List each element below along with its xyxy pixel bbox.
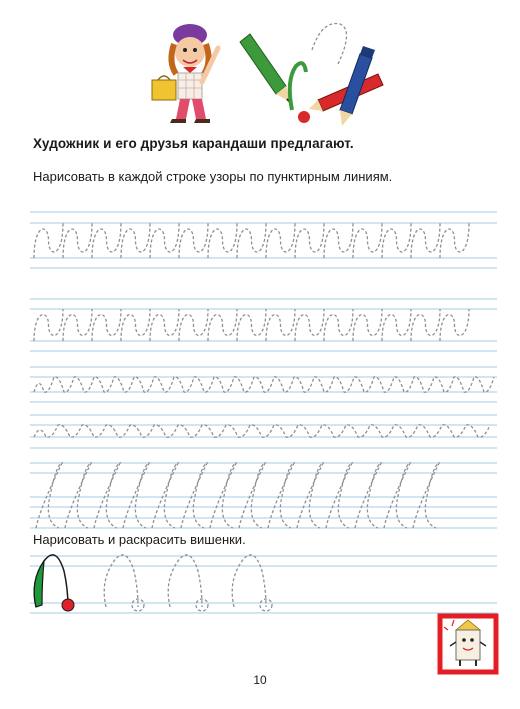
- dashed-curve: [312, 24, 347, 64]
- pencil-mascot-icon: [440, 616, 496, 672]
- tracing-row-arches-2: [34, 309, 469, 341]
- instruction-patterns: Нарисовать в каждой строке узоры по пунктирным линиям.: [33, 169, 393, 184]
- dashed-wave-pattern: [34, 425, 490, 438]
- tracing-row-small-waves-1: [34, 377, 494, 392]
- artist-figure: [152, 24, 218, 123]
- artist-with-pencils-illustration: [152, 24, 383, 126]
- tracing-row-small-waves-2: [34, 425, 490, 438]
- tracing-row-arches-1: [34, 223, 469, 258]
- handwriting-guide-lines: [30, 212, 497, 613]
- instruction-cherries: Нарисовать и раскрасить вишенки.: [33, 532, 246, 547]
- dashed-wave-pattern: [34, 377, 494, 392]
- red-pencil: [298, 74, 383, 123]
- green-stroke: [290, 63, 306, 110]
- page-number: 10: [253, 673, 267, 687]
- dashed-arch-pattern: [34, 223, 469, 258]
- green-pencil: [240, 34, 290, 102]
- dashed-arch-pattern: [34, 309, 469, 341]
- worksheet-heading: Художник и его друзья карандаши предлагают.: [33, 136, 354, 151]
